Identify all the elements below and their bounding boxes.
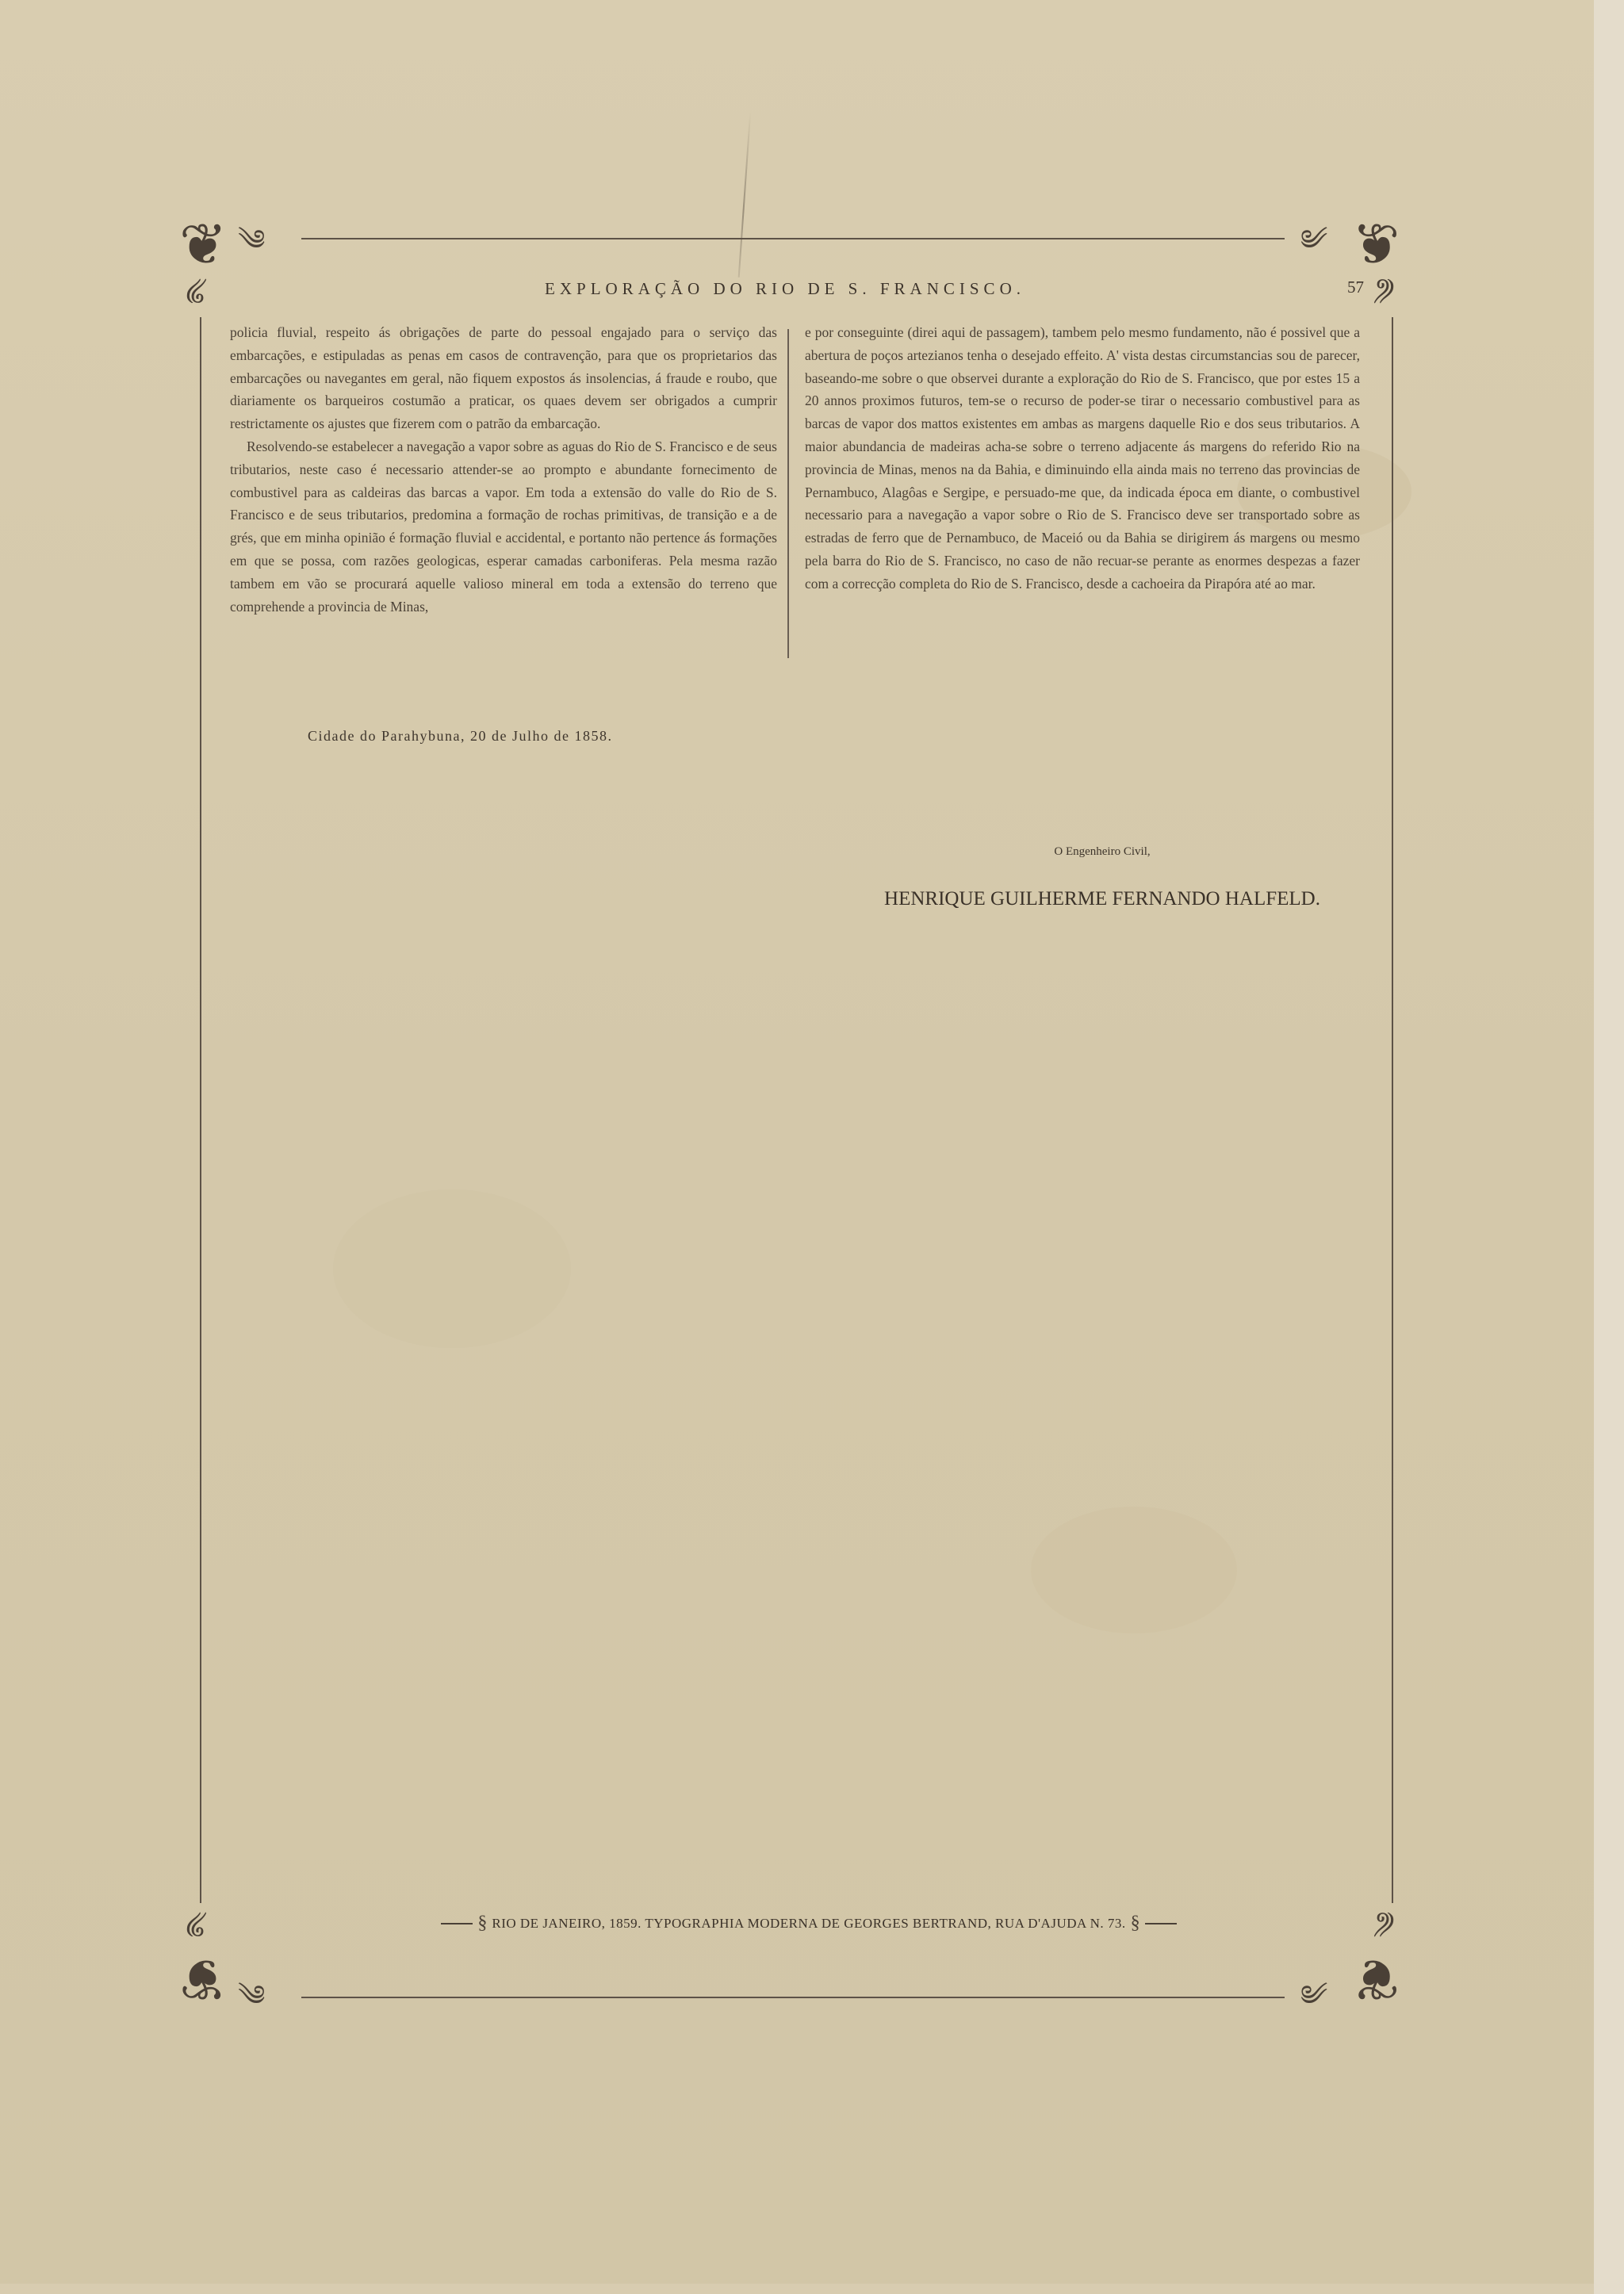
paragraph: policia fluvial, respeito ás obrigações de parte do pessoal engajado para o serviço das embarcações, e estipuladas as penas em casos de contravenção, para que os proprietarios das embarcações ou navegantes em geral, não fiquem expostos ás insolencias, á fraude e roubo, que diariamente os barqueiros costumão a praticar, os quaes devem ser obrigados a cumprir restrictamente os ajustes que fizerem com o patrão da embarcação. (230, 324, 777, 432)
stain-mark (333, 1189, 571, 1348)
paragraph: e por conseguinte (direi aqui de passagem), tambem pelo mesmo fundamento, não é possivel que a abertura de poços artezianos tenha o desejado effeito. A' vista destas circumstancias sou de parecer, baseando-me sobre o que observei durante a exploração do Rio de S. Francisco, que por estes 15 a 20 annos proximos futuros, tem-se o recurso de poder-se tirar o necessario combustivel para as barcas de vapor dos mattos existentes em ambas as margens daquelle Rio e dos seus tributarios. A maior abundancia de madeiras acha-se sobre o terreno adjacente ás margens do referido Rio na provincia de Minas, menos na da Bahia, e diminuindo ella ainda mais no terreno das provincias de Pernambuco, Alagôas e Sergipe, e persuado-me que, da indicada época em diante, o combustivel necessario para a navegação a vapor sobre o Rio de S. Francisco deve ser transportado sobre as estradas de ferro que de Pernambuco, de Maceió ou da Bahia se dirigirem ás margens ou mesmo pela barra do Rio de S. Francisco, no caso de não recuar-se perante as enormes despezas a fazer com a correcção completa do Rio de S. Francisco, desde a cachoeira da Pirapóra até ao mar. (805, 324, 1360, 592)
scroll-ornament-top-right: ༄ (1300, 224, 1328, 257)
flourish-right: § (1130, 1913, 1140, 1933)
frame-bottom-rule (301, 1997, 1285, 1998)
corner-ornament-top-left: ❦ (179, 211, 228, 278)
column-divider (787, 329, 789, 658)
corner-ornament-bottom-left: ❦ (179, 1946, 228, 2013)
signature-title: O Engenheiro Civil, (1054, 845, 1151, 858)
sheet-edge (1594, 0, 1624, 2294)
imprint-rule-right (1145, 1923, 1177, 1924)
scroll-ornament-bottom-left: ༄ (238, 1980, 266, 2013)
frame-right-rule (1392, 317, 1393, 1903)
stain-mark (1031, 1507, 1237, 1633)
corner-ornament-bottom-right: ❦ (1352, 1946, 1400, 2013)
scroll-ornament-bottom-right: ༄ (1300, 1980, 1328, 2013)
imprint-line (412, 1913, 1205, 1934)
corner-ornament-top-right: ❦ (1352, 211, 1400, 278)
scroll-ornament-right-bottom: ༄ (1371, 1911, 1404, 1938)
imprint-rule-left (441, 1923, 473, 1924)
scroll-ornament-left-top: ༄ (178, 278, 210, 304)
dateline: Cidade do Parahybuna, 20 de Julho de 1858. (308, 728, 613, 744)
page-number: 57 (1347, 278, 1364, 297)
scroll-ornament-right-top: ༄ (1371, 278, 1404, 304)
running-head: EXPLORAÇÃO DO RIO DE S. FRANCISCO. (545, 279, 1025, 298)
printer-imprint: RIO DE JANEIRO, 1859. TYPOGRAPHIA MODERNA DE GEORGES BERTRAND, RUA D'AJUDA N. 73. (492, 1915, 1126, 1931)
paragraph: Resolvendo-se estabelecer a navegação a vapor sobre as aguas do Rio de S. Francisco e de seus tributarios, neste caso é necessario attender-se ao prompto e abundante fornecimento de combustivel para as caldeiras das barcas a vapor. Em toda a extensão do valle do Rio de S. Francisco e de seus tributarios, predomina a formação de rochas primitivas, de transição e a de grés, que em minha opinião é formação fluvial e accidental, e portanto não pertence ás formações em que se possa, com razões geologicas, esperar camadas carboniferas. Pela mesma razão tambem em vão se procurará aquelle valioso mineral em toda a extensão do terreno que comprehende a provincia de Minas, (230, 438, 777, 615)
signature-name: HENRIQUE GUILHERME FERNANDO HALFELD. (884, 888, 1320, 910)
frame-left-rule (200, 317, 201, 1903)
scroll-ornament-left-bottom: ༄ (178, 1911, 210, 1938)
left-text-column (230, 321, 777, 618)
right-text-column (805, 321, 1360, 596)
scroll-ornament-top-left: ༄ (238, 224, 266, 257)
flourish-left: § (477, 1913, 488, 1933)
frame-top-rule (301, 238, 1285, 239)
